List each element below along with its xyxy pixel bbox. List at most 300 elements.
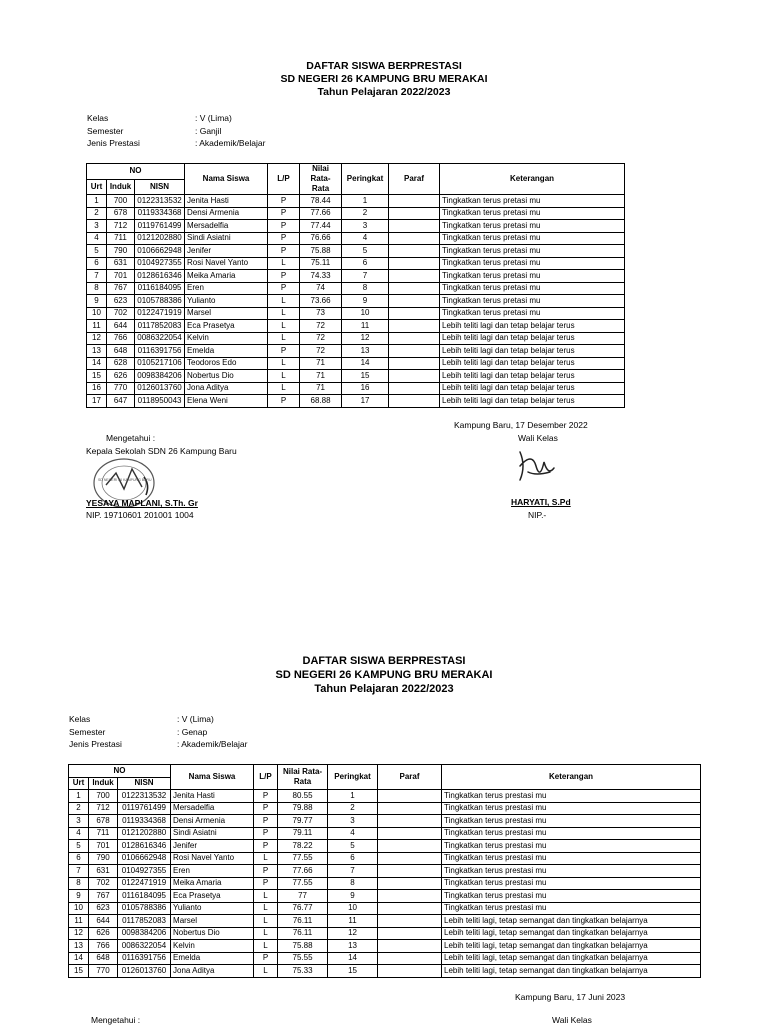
doc2-header-lp: L/P bbox=[254, 765, 278, 790]
table-cell: 0121202880 bbox=[118, 827, 171, 840]
table-row bbox=[69, 827, 701, 840]
table-cell: 3 bbox=[342, 220, 389, 233]
table-cell: 4 bbox=[328, 827, 378, 840]
doc1-header-keterangan: Keterangan bbox=[440, 164, 625, 195]
doc1-kepala-name: YESAYA MAPLANI, S.Th. Gr bbox=[86, 498, 198, 508]
table-row bbox=[69, 852, 701, 865]
table-cell: 2 bbox=[328, 802, 378, 815]
table-cell: P bbox=[254, 790, 278, 803]
table-cell: 712 bbox=[107, 220, 135, 233]
doc1-header-nama: Nama Siswa bbox=[185, 164, 268, 195]
table-cell: L bbox=[254, 940, 278, 953]
table-cell bbox=[389, 320, 440, 333]
table-cell: 1 bbox=[342, 195, 389, 208]
table-cell: Lebih teliti lagi dan tetap belajar terus bbox=[440, 345, 625, 358]
table-cell: 626 bbox=[107, 370, 135, 383]
doc2-info bbox=[69, 713, 247, 751]
table-cell: 76.11 bbox=[278, 927, 328, 940]
table-cell: P bbox=[268, 220, 300, 233]
table-row bbox=[69, 940, 701, 953]
table-cell: 631 bbox=[89, 865, 118, 878]
table-cell: P bbox=[268, 195, 300, 208]
table-cell: L bbox=[268, 382, 300, 395]
table-cell: 13 bbox=[87, 345, 107, 358]
table-cell: 79.11 bbox=[278, 827, 328, 840]
table-cell bbox=[378, 965, 442, 978]
table-cell: Tingkatkan terus pretasi mu bbox=[440, 282, 625, 295]
table-cell: 2 bbox=[87, 207, 107, 220]
table-cell: 0116184095 bbox=[135, 282, 185, 295]
table-cell: 0105217106 bbox=[135, 357, 185, 370]
doc1-header-induk: Induk bbox=[107, 179, 135, 195]
table-cell: 711 bbox=[89, 827, 118, 840]
table-cell: Lebih teliti lagi, tetap semangat dan tingkatkan belajarnya bbox=[442, 952, 701, 965]
table-cell: Meika Amaria bbox=[185, 270, 268, 283]
doc1-wali-nip: NIP.- bbox=[528, 510, 547, 520]
doc2-mengetahui: Mengetahui : bbox=[91, 1015, 141, 1025]
doc2-kelas-value: : V (Lima) bbox=[177, 714, 214, 724]
table-cell bbox=[378, 890, 442, 903]
table-cell: 1 bbox=[328, 790, 378, 803]
table-cell: 3 bbox=[69, 815, 89, 828]
table-cell: 71 bbox=[300, 370, 342, 383]
table-row bbox=[69, 890, 701, 903]
table-cell: 10 bbox=[87, 307, 107, 320]
table-cell bbox=[378, 927, 442, 940]
table-cell: 74 bbox=[300, 282, 342, 295]
table-cell: 15 bbox=[328, 965, 378, 978]
table-cell bbox=[389, 195, 440, 208]
table-cell bbox=[389, 295, 440, 308]
table-cell: 4 bbox=[69, 827, 89, 840]
table-cell: Lebih teliti lagi, tetap semangat dan tingkatkan belajarnya bbox=[442, 965, 701, 978]
table-cell bbox=[389, 307, 440, 320]
doc1-kepala-role: Kepala Sekolah SDN 26 Kampung Baru bbox=[86, 446, 237, 456]
table-cell: Tingkatkan terus prestasi mu bbox=[442, 827, 701, 840]
table-cell: 11 bbox=[328, 915, 378, 928]
table-cell: Lebih teliti lagi dan tetap belajar terus bbox=[440, 332, 625, 345]
table-cell: Marsel bbox=[171, 915, 254, 928]
table-cell: 8 bbox=[328, 877, 378, 890]
table-cell: 647 bbox=[107, 395, 135, 408]
table-cell: 0116391756 bbox=[135, 345, 185, 358]
table-cell: 0098384206 bbox=[118, 927, 171, 940]
table-cell: 0117852083 bbox=[118, 915, 171, 928]
table-cell: 0126013760 bbox=[118, 965, 171, 978]
table-row bbox=[87, 395, 625, 408]
doc2-header-nisn: NISN bbox=[118, 777, 171, 790]
table-cell: Yulianto bbox=[185, 295, 268, 308]
doc1-header-lp: L/P bbox=[268, 164, 300, 195]
table-cell bbox=[378, 952, 442, 965]
table-row bbox=[87, 382, 625, 395]
table-cell: 2 bbox=[342, 207, 389, 220]
doc2-wali-role: Wali Kelas bbox=[552, 1015, 592, 1025]
table-cell: 4 bbox=[87, 232, 107, 245]
table-cell: 701 bbox=[107, 270, 135, 283]
table-cell: L bbox=[268, 370, 300, 383]
table-cell: 0121202880 bbox=[135, 232, 185, 245]
table-cell: 0106662948 bbox=[118, 852, 171, 865]
doc2-header-nama: Nama Siswa bbox=[171, 765, 254, 790]
table-cell: 700 bbox=[89, 790, 118, 803]
doc2-header-keterangan: Keterangan bbox=[442, 765, 701, 790]
table-cell bbox=[389, 357, 440, 370]
doc1-stamp-text: SD NEGERI 26 KAMPUNG BARU bbox=[98, 478, 152, 482]
table-cell: Jenifer bbox=[171, 840, 254, 853]
table-cell: 77.66 bbox=[300, 207, 342, 220]
doc1-header-urt: Urt bbox=[87, 179, 107, 195]
table-cell: 766 bbox=[89, 940, 118, 953]
table-cell: 6 bbox=[342, 257, 389, 270]
table-cell: L bbox=[268, 295, 300, 308]
table-cell: Jenita Hasti bbox=[171, 790, 254, 803]
table-cell: 12 bbox=[342, 332, 389, 345]
table-cell: 790 bbox=[107, 245, 135, 258]
table-cell: Tingkatkan terus pretasi mu bbox=[440, 295, 625, 308]
table-cell: 79.77 bbox=[278, 815, 328, 828]
table-cell: 648 bbox=[89, 952, 118, 965]
doc2-title-line-2: SD NEGERI 26 KAMPUNG BRU MERAKAI bbox=[275, 668, 493, 681]
table-cell: 8 bbox=[342, 282, 389, 295]
doc1-place-date: Kampung Baru, 17 Desember 2022 bbox=[454, 420, 588, 430]
table-cell: 700 bbox=[107, 195, 135, 208]
table-cell bbox=[389, 220, 440, 233]
table-cell: 78.44 bbox=[300, 195, 342, 208]
table-cell: 767 bbox=[89, 890, 118, 903]
table-cell: 77.55 bbox=[278, 852, 328, 865]
doc2-semester-value: : Genap bbox=[177, 726, 208, 737]
table-cell: Tingkatkan terus pretasi mu bbox=[440, 220, 625, 233]
table-cell: 10 bbox=[69, 902, 89, 915]
table-cell: Mersadelfia bbox=[171, 802, 254, 815]
doc2-header-urt: Urt bbox=[69, 777, 89, 790]
table-cell: 11 bbox=[342, 320, 389, 333]
doc2-header-nilai: Nilai Rata-Rata bbox=[278, 765, 328, 790]
table-row bbox=[87, 345, 625, 358]
table-cell bbox=[378, 877, 442, 890]
table-cell: 72 bbox=[300, 332, 342, 345]
table-row bbox=[87, 320, 625, 333]
table-cell: L bbox=[254, 902, 278, 915]
table-cell bbox=[389, 370, 440, 383]
table-row bbox=[87, 307, 625, 320]
table-cell: 75.55 bbox=[278, 952, 328, 965]
table-cell: 631 bbox=[107, 257, 135, 270]
table-cell: Meika Amaria bbox=[171, 877, 254, 890]
doc1-kepala-nip: NIP. 19710601 201001 1004 bbox=[86, 510, 194, 520]
table-cell: 14 bbox=[87, 357, 107, 370]
table-cell: Tingkatkan terus pretasi mu bbox=[440, 195, 625, 208]
doc1-info bbox=[87, 112, 265, 150]
table-cell: 767 bbox=[107, 282, 135, 295]
table-cell: 14 bbox=[328, 952, 378, 965]
table-cell bbox=[389, 270, 440, 283]
table-cell: 644 bbox=[89, 915, 118, 928]
table-cell: 7 bbox=[69, 865, 89, 878]
table-cell: Tingkatkan terus pretasi mu bbox=[440, 257, 625, 270]
table-cell bbox=[389, 245, 440, 258]
table-cell: Eca Prasetya bbox=[171, 890, 254, 903]
table-cell: Tingkatkan terus prestasi mu bbox=[442, 790, 701, 803]
table-cell: L bbox=[268, 320, 300, 333]
table-cell: 77.66 bbox=[278, 865, 328, 878]
table-cell: 2 bbox=[69, 802, 89, 815]
table-cell: Tingkatkan terus prestasi mu bbox=[442, 852, 701, 865]
doc1-semester-value: : Ganjil bbox=[195, 125, 222, 136]
table-cell bbox=[378, 940, 442, 953]
table-cell: 9 bbox=[87, 295, 107, 308]
table-row bbox=[87, 332, 625, 345]
doc1-jenis-label: Jenis Prestasi bbox=[87, 138, 140, 148]
table-row bbox=[87, 370, 625, 383]
table-cell: 16 bbox=[342, 382, 389, 395]
doc2-kelas-label: Kelas bbox=[69, 714, 91, 724]
table-cell: 790 bbox=[89, 852, 118, 865]
table-cell: L bbox=[254, 852, 278, 865]
table-row bbox=[69, 802, 701, 815]
table-row bbox=[69, 877, 701, 890]
table-cell: 9 bbox=[342, 295, 389, 308]
table-cell: 701 bbox=[89, 840, 118, 853]
table-cell: 77 bbox=[278, 890, 328, 903]
doc1-kelas-label: Kelas bbox=[87, 113, 109, 123]
table-cell bbox=[378, 790, 442, 803]
doc1-header-peringkat: Peringkat bbox=[342, 164, 389, 195]
table-cell: Emelda bbox=[171, 952, 254, 965]
table-cell bbox=[378, 815, 442, 828]
table-cell: Jona Aditya bbox=[171, 965, 254, 978]
doc1-title-line-3: Tahun Pelajaran 2022/2023 bbox=[317, 86, 451, 99]
table-cell: 702 bbox=[89, 877, 118, 890]
doc2-header-peringkat: Peringkat bbox=[328, 765, 378, 790]
table-cell: 73.66 bbox=[300, 295, 342, 308]
table-cell: 75.88 bbox=[278, 940, 328, 953]
table-cell: 76.11 bbox=[278, 915, 328, 928]
table-cell: Tingkatkan terus prestasi mu bbox=[442, 865, 701, 878]
table-row bbox=[69, 790, 701, 803]
table-cell: Teodoros Edo bbox=[185, 357, 268, 370]
table-cell: Sindi Asiatni bbox=[171, 827, 254, 840]
doc2-jenis-label: Jenis Prestasi bbox=[69, 739, 122, 749]
doc1-header-no: NO bbox=[87, 164, 185, 180]
table-cell: 702 bbox=[107, 307, 135, 320]
table-cell: 13 bbox=[69, 940, 89, 953]
table-cell: 770 bbox=[107, 382, 135, 395]
table-cell: 0116184095 bbox=[118, 890, 171, 903]
table-cell: 10 bbox=[328, 902, 378, 915]
table-cell: 0128616346 bbox=[135, 270, 185, 283]
table-cell: Tingkatkan terus prestasi mu bbox=[442, 890, 701, 903]
table-cell: 0086322054 bbox=[118, 940, 171, 953]
table-cell: 711 bbox=[107, 232, 135, 245]
table-cell: 644 bbox=[107, 320, 135, 333]
table-cell: Eren bbox=[171, 865, 254, 878]
table-row bbox=[87, 232, 625, 245]
table-cell: 0105788386 bbox=[135, 295, 185, 308]
table-row bbox=[87, 270, 625, 283]
table-cell: Sindi Asiatni bbox=[185, 232, 268, 245]
table-cell: 72 bbox=[300, 320, 342, 333]
table-cell bbox=[389, 395, 440, 408]
table-cell: 15 bbox=[69, 965, 89, 978]
table-cell: Rosi Navel Yanto bbox=[171, 852, 254, 865]
table-cell: 11 bbox=[69, 915, 89, 928]
table-cell: Tingkatkan terus pretasi mu bbox=[440, 232, 625, 245]
table-cell: Tingkatkan terus prestasi mu bbox=[442, 815, 701, 828]
table-cell: 11 bbox=[87, 320, 107, 333]
table-cell bbox=[389, 282, 440, 295]
doc2-place-date: Kampung Baru, 17 Juni 2023 bbox=[515, 992, 626, 1002]
table-row bbox=[87, 245, 625, 258]
table-cell: L bbox=[254, 965, 278, 978]
table-cell: P bbox=[254, 802, 278, 815]
table-cell: 68.88 bbox=[300, 395, 342, 408]
table-cell: 75.88 bbox=[300, 245, 342, 258]
table-row bbox=[87, 257, 625, 270]
table-cell: Jona Aditya bbox=[185, 382, 268, 395]
table-cell: 3 bbox=[328, 815, 378, 828]
doc2-table-body bbox=[69, 790, 701, 978]
table-cell: 77.55 bbox=[278, 877, 328, 890]
table-cell bbox=[378, 802, 442, 815]
table-cell bbox=[389, 345, 440, 358]
table-cell: 0106662948 bbox=[135, 245, 185, 258]
table-cell: 628 bbox=[107, 357, 135, 370]
table-row bbox=[69, 952, 701, 965]
table-cell bbox=[378, 865, 442, 878]
table-cell: 12 bbox=[87, 332, 107, 345]
table-cell bbox=[378, 915, 442, 928]
table-cell: 10 bbox=[342, 307, 389, 320]
table-cell: Tingkatkan terus pretasi mu bbox=[440, 207, 625, 220]
table-cell: 9 bbox=[69, 890, 89, 903]
doc1-title bbox=[0, 60, 768, 99]
table-cell: 14 bbox=[342, 357, 389, 370]
table-row bbox=[69, 815, 701, 828]
table-cell: 0118950043 bbox=[135, 395, 185, 408]
table-cell: P bbox=[268, 282, 300, 295]
table-cell: Mersadelfia bbox=[185, 220, 268, 233]
table-cell: Rosi Navel Yanto bbox=[185, 257, 268, 270]
table-row bbox=[69, 865, 701, 878]
table-cell: 0126013760 bbox=[135, 382, 185, 395]
table-cell: Lebih teliti lagi dan tetap belajar terus bbox=[440, 382, 625, 395]
table-cell: 14 bbox=[69, 952, 89, 965]
doc1-student-table bbox=[86, 163, 625, 408]
table-cell: Tingkatkan terus prestasi mu bbox=[442, 877, 701, 890]
table-cell: L bbox=[268, 357, 300, 370]
table-cell: Lebih teliti lagi, tetap semangat dan tingkatkan belajarnya bbox=[442, 915, 701, 928]
table-cell: Densi Armenia bbox=[185, 207, 268, 220]
doc1-title-line-2: SD NEGERI 26 KAMPUNG BRU MERAKAI bbox=[280, 73, 488, 86]
table-cell: 5 bbox=[69, 840, 89, 853]
table-cell: 73 bbox=[300, 307, 342, 320]
table-cell: 6 bbox=[328, 852, 378, 865]
table-cell: P bbox=[254, 815, 278, 828]
table-cell: 72 bbox=[300, 345, 342, 358]
table-cell: Lebih teliti lagi dan tetap belajar terus bbox=[440, 370, 625, 383]
doc2-title-line-3: Tahun Pelajaran 2022/2023 bbox=[314, 682, 454, 695]
doc1-jenis-value: : Akademik/Belajar bbox=[195, 138, 266, 148]
table-cell: 626 bbox=[89, 927, 118, 940]
doc1-table-body bbox=[87, 195, 625, 408]
doc1-header-paraf: Paraf bbox=[389, 164, 440, 195]
table-cell: 0098384206 bbox=[135, 370, 185, 383]
table-cell bbox=[389, 257, 440, 270]
table-row bbox=[87, 357, 625, 370]
table-row bbox=[87, 220, 625, 233]
table-cell: P bbox=[268, 395, 300, 408]
table-cell: 0119761499 bbox=[118, 802, 171, 815]
table-cell: L bbox=[268, 332, 300, 345]
table-cell: Elena Weni bbox=[185, 395, 268, 408]
table-row bbox=[69, 965, 701, 978]
table-cell: L bbox=[254, 915, 278, 928]
table-cell: 5 bbox=[328, 840, 378, 853]
table-row bbox=[69, 915, 701, 928]
table-row bbox=[69, 902, 701, 915]
doc2-student-table bbox=[68, 764, 701, 978]
table-cell: P bbox=[268, 207, 300, 220]
table-row bbox=[87, 295, 625, 308]
table-cell: 7 bbox=[342, 270, 389, 283]
table-cell: 678 bbox=[89, 815, 118, 828]
table-cell: 17 bbox=[342, 395, 389, 408]
table-cell: Nobertus Dio bbox=[171, 927, 254, 940]
table-cell: 76.77 bbox=[278, 902, 328, 915]
table-cell: 15 bbox=[87, 370, 107, 383]
table-cell: Kelvin bbox=[171, 940, 254, 953]
table-cell: 7 bbox=[87, 270, 107, 283]
doc1-semester-label: Semester bbox=[87, 125, 124, 136]
table-cell: 0122471919 bbox=[118, 877, 171, 890]
table-cell: 678 bbox=[107, 207, 135, 220]
table-cell: 0119334368 bbox=[135, 207, 185, 220]
table-cell: Densi Armenia bbox=[171, 815, 254, 828]
table-cell: 623 bbox=[89, 902, 118, 915]
table-cell: Lebih teliti lagi, tetap semangat dan tingkatkan belajarnya bbox=[442, 940, 701, 953]
table-cell: Emelda bbox=[185, 345, 268, 358]
table-cell: 0122313532 bbox=[135, 195, 185, 208]
table-cell: Eca Prasetya bbox=[185, 320, 268, 333]
table-cell: P bbox=[268, 270, 300, 283]
table-cell: 0122313532 bbox=[118, 790, 171, 803]
table-cell: 79.88 bbox=[278, 802, 328, 815]
table-cell: P bbox=[268, 232, 300, 245]
table-cell: P bbox=[254, 865, 278, 878]
table-cell bbox=[378, 827, 442, 840]
table-cell: P bbox=[268, 245, 300, 258]
table-cell: 76.66 bbox=[300, 232, 342, 245]
table-row bbox=[87, 207, 625, 220]
table-cell: 0105788386 bbox=[118, 902, 171, 915]
table-cell: 8 bbox=[69, 877, 89, 890]
table-cell: 8 bbox=[87, 282, 107, 295]
doc2-title-line-1: DAFTAR SISWA BERPRESTASI bbox=[302, 655, 466, 667]
table-cell: 3 bbox=[87, 220, 107, 233]
table-cell: Tingkatkan terus pretasi mu bbox=[440, 307, 625, 320]
table-cell: 766 bbox=[107, 332, 135, 345]
doc2-header-paraf: Paraf bbox=[378, 765, 442, 790]
table-cell: 0086322054 bbox=[135, 332, 185, 345]
table-row bbox=[69, 927, 701, 940]
table-cell: 75.33 bbox=[278, 965, 328, 978]
table-cell: P bbox=[254, 952, 278, 965]
table-row bbox=[69, 840, 701, 853]
table-cell: 9 bbox=[328, 890, 378, 903]
wali-signature-icon bbox=[510, 446, 560, 488]
